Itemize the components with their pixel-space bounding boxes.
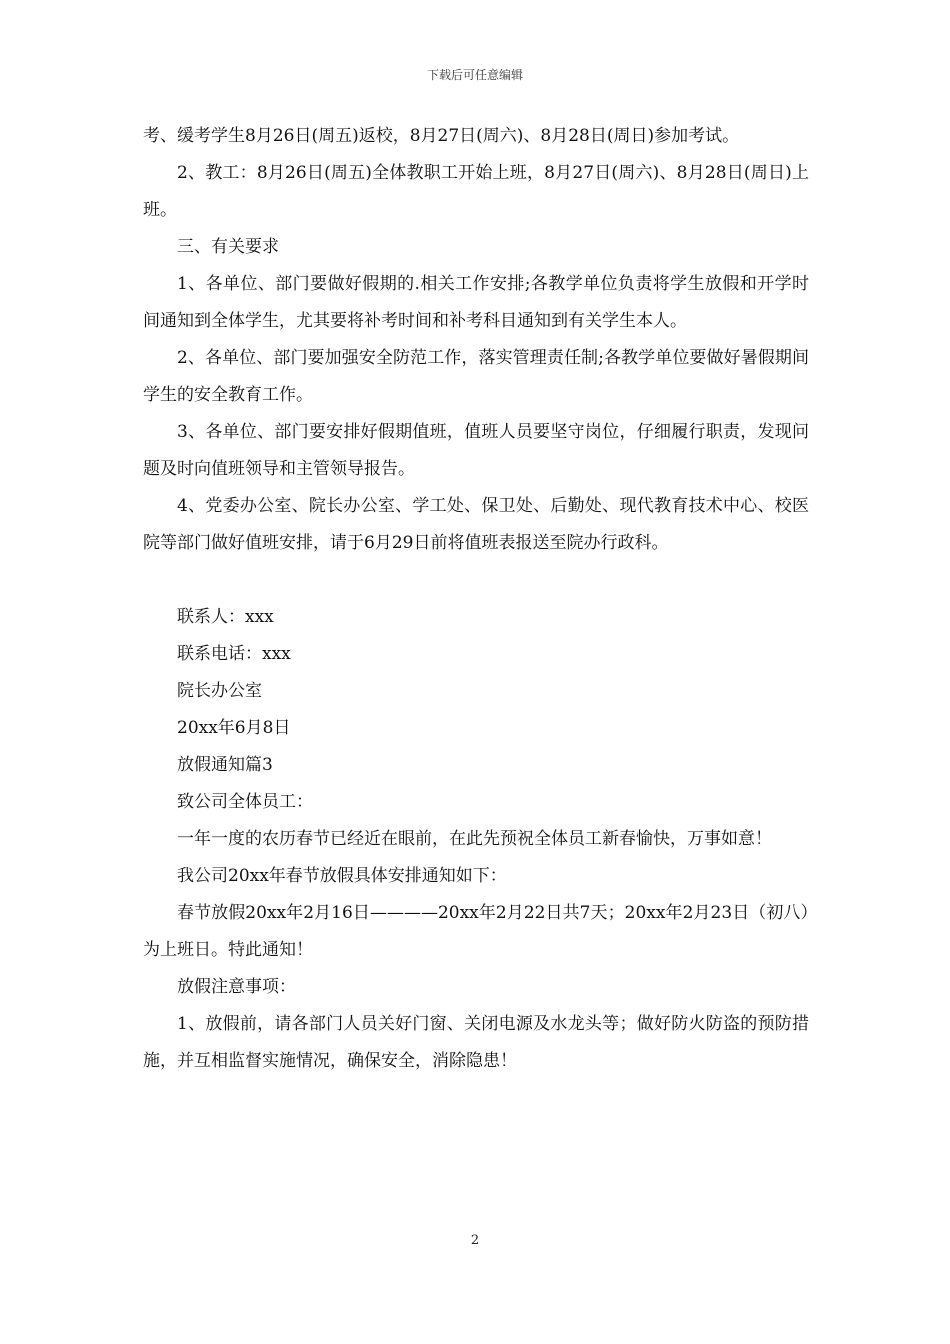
section-heading: 三、有关要求 (177, 237, 279, 257)
paragraph-continuation: 考、缓考学生8月26日(周五)返校，8月27日(周六)、8月28日(周日)参加考试。 (143, 126, 740, 146)
document-body (143, 118, 809, 1080)
salutation: 致公司全体员工： (177, 792, 313, 812)
paragraph-staff: 2、教工：8月26日(周五)全体教职工开始上班，8月27日(周六)、8月28日(周日)上班。 (143, 163, 809, 220)
schedule-detail: 春节放假20xx年2月16日————20xx年2月22日共7天；20xx年2月23日（初八）为上班日。特此通知！ (143, 903, 810, 960)
schedule-intro: 我公司20xx年春节放假具体安排通知如下： (177, 866, 507, 886)
requirement-3: 3、各单位、部门要安排好假期值班，值班人员要坚守岗位，仔细履行职责，发现问题及时向值班领导和主管领导报告。 (143, 422, 809, 479)
notice-title: 放假通知篇3 (177, 755, 273, 775)
contact-person: 联系人：xxx (177, 607, 274, 627)
requirement-4: 4、党委办公室、院长办公室、学工处、保卫处、后勤处、现代教育技术中心、校医院等部门做好值班安排，请于6月29日前将值班表报送至院办行政科。 (143, 496, 809, 553)
requirement-1: 1、各单位、部门要做好假期的.相关工作安排;各教学单位负责将学生放假和开学时间通知到全体学生，尤其要将补考时间和补考科目通知到有关学生本人。 (143, 274, 809, 331)
greeting-paragraph: 一年一度的农历春节已经近在眼前，在此先预祝全体员工新春愉快，万事如意！ (177, 829, 772, 849)
note-1: 1、放假前，请各部门人员关好门窗、关闭电源及水龙头等；做好防火防盗的预防措施，并互相监督实施情况，确保安全，消除隐患！ (143, 1014, 809, 1071)
contact-phone: 联系电话：xxx (177, 644, 291, 664)
issue-date: 20xx年6月8日 (177, 718, 291, 738)
page-number: 2 (470, 1233, 480, 1248)
issuer: 院长办公室 (177, 681, 262, 701)
notes-heading: 放假注意事项： (177, 977, 296, 997)
requirement-2: 2、各单位、部门要加强安全防范工作，落实管理责任制;各教学单位要做好暑假期间学生的安全教育工作。 (143, 348, 809, 405)
page-header: 下载后可任意编辑 (426, 68, 523, 82)
